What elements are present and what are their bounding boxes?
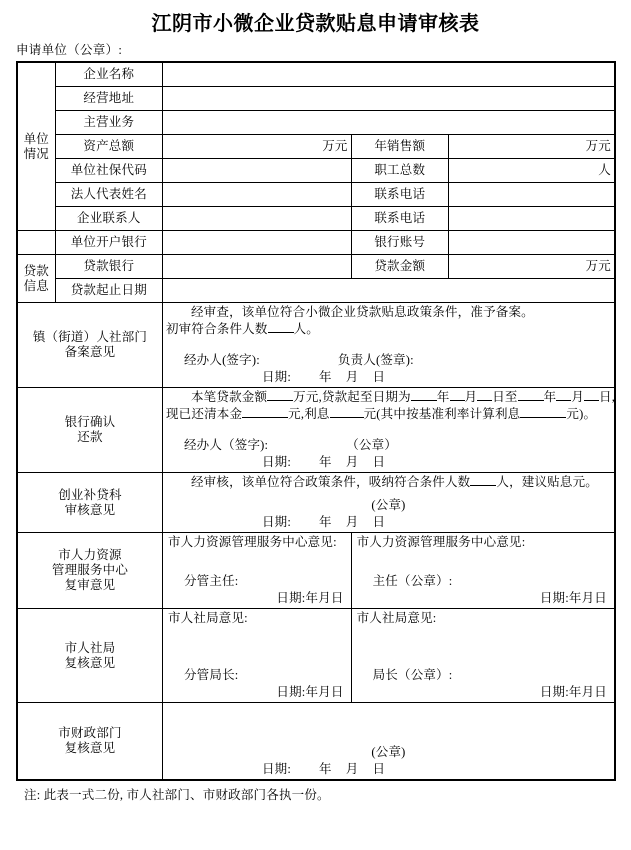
hr-center-left-day: 日 — [330, 591, 344, 605]
bank-confirm-l1-b: 万元,贷款起至日期为 — [293, 390, 411, 404]
field-input-loan-amount[interactable]: 万元 — [448, 255, 615, 279]
applicant-seal-line: 申请单位（公章）: — [16, 43, 123, 57]
bank-confirm-signature-row — [166, 437, 611, 454]
field-label-annual-sales: 年销售额 — [351, 135, 448, 159]
field-label-legal-rep-phone: 联系电话 — [351, 183, 448, 207]
section-label-finance-dept-line1: 市财政部门 — [58, 726, 122, 740]
side-label-unit-info: 单位情况 — [17, 62, 55, 231]
section-label-bank-confirm-line2: 还款 — [77, 430, 103, 444]
field-input-main-business[interactable] — [162, 111, 615, 135]
bank-confirm-handler-label: 经办人（签字): — [183, 438, 269, 452]
table-row — [17, 231, 615, 255]
hr-center-left-role: 分管主任: — [183, 574, 239, 588]
section-label-bank-confirm-line1: 银行确认 — [64, 415, 116, 429]
town-filing-date-label: 日期: — [261, 370, 292, 384]
hr-bureau-left-cell[interactable] — [162, 609, 351, 703]
bank-confirm-end-day-blank[interactable] — [584, 400, 599, 401]
finance-dept-date-line — [262, 762, 385, 776]
field-label-legal-rep-name: 法人代表姓名 — [55, 183, 162, 207]
table-row — [17, 62, 615, 87]
section-label-hr-center-line3: 复审意见 — [64, 578, 116, 592]
hr-bureau-left-heading: 市人社局意见: — [167, 611, 248, 625]
bank-confirm-base-interest-blank[interactable] — [520, 417, 566, 418]
town-filing-handler-label: 经办人(签字): — [183, 353, 260, 367]
bank-confirm-principal-blank[interactable] — [242, 417, 288, 418]
bank-confirm-l2-a: 现已还清本金 — [165, 407, 243, 421]
bank-confirm-l2-d: 元)。 — [566, 407, 597, 421]
subsidy-date-label: 日期: — [261, 515, 292, 529]
hr-center-right-day: 日 — [594, 591, 607, 605]
bank-confirm-end-year-blank[interactable] — [518, 400, 544, 401]
town-filing-year: 年 — [319, 370, 332, 384]
section-body-subsidy[interactable] — [162, 473, 615, 533]
field-input-enterprise-contact[interactable] — [162, 207, 351, 231]
subsidy-date-row — [262, 514, 611, 531]
hr-bureau-right-heading: 市人社局意见: — [356, 611, 437, 625]
hr-center-left-cell[interactable] — [162, 533, 351, 609]
field-label-loan-bank: 贷款银行 — [55, 255, 162, 279]
bank-confirm-start-month-blank[interactable] — [450, 400, 465, 401]
subsidy-seal-label: (公章) — [371, 498, 406, 512]
section-label-hr-bureau-line1: 市人社局 — [64, 640, 116, 655]
finance-dept-year: 年 — [319, 762, 332, 776]
field-label-total-assets: 资产总额 — [55, 135, 162, 159]
hr-bureau-right-date-label: 日期: — [539, 685, 569, 699]
field-input-enterprise-name[interactable] — [162, 62, 615, 87]
section-label-subsidy — [17, 473, 162, 533]
hr-bureau-right-cell[interactable] — [351, 609, 615, 703]
bank-confirm-l2-c: 元(其中按基准利率计算利息 — [363, 407, 521, 421]
hr-bureau-right-month: 月 — [581, 685, 595, 699]
bank-confirm-date-label: 日期: — [261, 455, 292, 469]
table-row — [17, 207, 615, 231]
page-title: 江阴市小微企业贷款贴息申请审核表 — [151, 13, 480, 35]
subsidy-para-a: 经审核，该单位符合政策条件，吸纳符合条件人数 — [190, 475, 471, 489]
field-label-enterprise-contact: 企业联系人 — [55, 207, 162, 231]
section-body-finance-dept[interactable] — [162, 703, 615, 781]
hr-bureau-right-year: 年 — [568, 685, 582, 699]
table-row-subsidy — [17, 473, 615, 533]
table-row-hr-bureau — [17, 609, 615, 703]
subsidy-year: 年 — [319, 515, 332, 529]
bank-confirm-amount-blank[interactable] — [267, 400, 293, 401]
subsidy-para-c: 元。 — [572, 475, 598, 489]
side-label-spacer — [17, 231, 55, 255]
hr-center-right-role: 主任（公章）: — [372, 574, 453, 588]
table-row-hr-center — [17, 533, 615, 609]
subsidy-para-b: 人，建议贴息 — [496, 475, 573, 489]
hr-center-left-date-label: 日期: — [276, 591, 306, 605]
bank-confirm-l1-d: 月 — [464, 390, 478, 404]
hr-bureau-left-month: 月 — [318, 685, 331, 699]
field-input-loan-period[interactable] — [162, 279, 615, 303]
finance-dept-month: 月 — [345, 762, 359, 776]
bank-confirm-l1-c: 年 — [436, 390, 450, 404]
hr-center-left-month: 月 — [318, 591, 331, 605]
town-filing-responsible-label: 负责人(签章): — [337, 353, 414, 367]
bank-confirm-start-day-blank[interactable] — [477, 400, 492, 401]
field-label-loan-amount: 贷款金额 — [351, 255, 448, 279]
section-label-town-filing-line1: 镇（街道）人社部门 — [32, 330, 148, 344]
field-input-total-assets[interactable]: 万元 — [162, 135, 351, 159]
section-label-finance-dept-line2: 复核意见 — [64, 741, 116, 755]
table-row — [17, 111, 615, 135]
bank-confirm-l1-h: 日, — [599, 390, 616, 404]
bank-confirm-date-row — [262, 454, 611, 471]
town-filing-day: 日 — [372, 370, 386, 384]
field-input-bank-account[interactable] — [448, 231, 615, 255]
hr-center-left-date — [166, 590, 348, 607]
section-label-hr-center — [17, 533, 162, 609]
bank-confirm-date-line — [262, 455, 385, 469]
hr-center-right-cell[interactable] — [351, 533, 615, 609]
bank-confirm-line2 — [166, 406, 611, 423]
section-label-subsidy-line1: 创业补贷科 — [58, 487, 122, 502]
field-label-loan-period: 贷款起止日期 — [55, 279, 162, 303]
table-row-town-filing — [17, 303, 615, 388]
hr-bureau-right-day: 日 — [594, 685, 607, 699]
table-row-bank-confirm — [17, 388, 615, 473]
bank-confirm-l1-e: 日至 — [492, 390, 518, 404]
table-row — [17, 135, 615, 159]
field-input-legal-rep-phone[interactable] — [448, 183, 615, 207]
finance-dept-date-row — [262, 761, 611, 778]
field-input-legal-rep-name[interactable] — [162, 183, 351, 207]
bank-confirm-day: 日 — [372, 455, 386, 469]
town-filing-count-post: 人。 — [293, 322, 319, 336]
finance-dept-date-label: 日期: — [261, 762, 292, 776]
section-label-finance-dept — [17, 703, 162, 781]
hr-bureau-left-date-label: 日期: — [276, 685, 306, 699]
section-label-town-filing — [17, 303, 162, 388]
field-label-bank-account: 银行账号 — [351, 231, 448, 255]
section-label-bank-confirm — [17, 388, 162, 473]
section-label-hr-center-line1: 市人力资源 — [58, 548, 122, 562]
field-input-annual-sales[interactable]: 万元 — [448, 135, 615, 159]
town-filing-date-row — [262, 369, 611, 386]
hr-bureau-left-day: 日 — [330, 685, 344, 699]
form-page — [0, 10, 631, 850]
town-filing-count-pre: 初审符合条件人数 — [165, 322, 268, 336]
hr-bureau-left-date — [166, 684, 348, 701]
field-input-contact-phone[interactable] — [448, 207, 615, 231]
field-label-employee-count: 职工总数 — [351, 159, 448, 183]
hr-center-left-heading: 市人力资源管理服务中心意见: — [167, 535, 337, 549]
bank-confirm-seal-label: （公章） — [346, 438, 398, 452]
subsidy-date-line — [262, 515, 385, 529]
subsidy-day: 日 — [372, 515, 386, 529]
hr-bureau-left-role: 分管局长: — [183, 668, 239, 682]
table-row — [17, 255, 615, 279]
bank-confirm-start-year-blank[interactable] — [411, 400, 437, 401]
bank-confirm-year: 年 — [319, 455, 332, 469]
section-label-hr-bureau — [17, 609, 162, 703]
section-body-bank-confirm[interactable] — [162, 388, 615, 473]
town-filing-count-line — [166, 321, 611, 338]
application-form-table — [16, 61, 616, 781]
bank-confirm-interest-blank[interactable] — [330, 417, 364, 418]
section-label-hr-center-line2: 管理服务中心 — [51, 563, 129, 577]
hr-center-left-year: 年 — [305, 591, 319, 605]
field-input-social-security-code[interactable] — [162, 159, 351, 183]
field-label-business-address: 经营地址 — [55, 87, 162, 111]
town-filing-date-line — [262, 370, 385, 384]
table-row — [17, 87, 615, 111]
bank-confirm-l1-a: 本笔贷款金额 — [190, 390, 268, 404]
bank-confirm-end-month-blank[interactable] — [556, 400, 571, 401]
table-row — [17, 279, 615, 303]
section-label-hr-bureau-line2: 复核意见 — [64, 655, 116, 670]
subsidy-month: 月 — [345, 515, 359, 529]
bank-confirm-l2-b: 元,利息 — [288, 407, 330, 421]
bank-confirm-line1 — [166, 389, 616, 406]
town-filing-month: 月 — [345, 370, 359, 384]
town-filing-signature-row — [166, 352, 611, 369]
hr-center-right-date — [355, 590, 611, 607]
table-row-finance-dept — [17, 703, 615, 781]
finance-dept-day: 日 — [372, 762, 386, 776]
hr-center-right-heading: 市人力资源管理服务中心意见: — [356, 535, 526, 549]
form-footnote: 注: 此表一式二份, 市人社部门、市财政部门各执一份。 — [24, 788, 330, 802]
bank-confirm-l1-f: 年 — [543, 390, 557, 404]
hr-center-right-year: 年 — [568, 591, 582, 605]
bank-confirm-l1-g: 月 — [571, 390, 585, 404]
hr-center-right-date-label: 日期: — [539, 591, 569, 605]
side-label-loan-info: 贷款信息 — [17, 255, 55, 303]
hr-center-right-month: 月 — [581, 591, 595, 605]
section-body-town-filing[interactable] — [162, 303, 615, 388]
field-label-enterprise-name: 企业名称 — [55, 62, 162, 87]
field-input-business-address[interactable] — [162, 87, 615, 111]
field-label-main-business: 主营业务 — [55, 111, 162, 135]
hr-bureau-right-date — [355, 684, 611, 701]
town-filing-paragraph: 经审查，该单位符合小微企业贷款贴息政策条件，准予备案。 — [190, 305, 534, 319]
hr-bureau-right-role: 局长（公章）: — [372, 668, 453, 682]
table-row — [17, 159, 615, 183]
field-input-employee-count[interactable]: 人 — [448, 159, 615, 183]
field-label-contact-phone: 联系电话 — [351, 207, 448, 231]
subsidy-paragraph — [166, 474, 611, 491]
finance-dept-seal-label: (公章) — [371, 745, 406, 759]
bank-confirm-month: 月 — [345, 455, 359, 469]
field-label-social-security-code: 单位社保代码 — [55, 159, 162, 183]
subsidy-count-blank[interactable] — [470, 485, 496, 486]
field-input-loan-bank[interactable] — [162, 255, 351, 279]
field-label-bank-of-deposit: 单位开户银行 — [55, 231, 162, 255]
field-input-bank-of-deposit[interactable] — [162, 231, 351, 255]
town-filing-count-blank[interactable] — [268, 332, 294, 333]
section-label-subsidy-line2: 审核意见 — [64, 502, 116, 517]
section-label-town-filing-line2: 备案意见 — [64, 345, 116, 359]
table-row — [17, 183, 615, 207]
hr-bureau-left-year: 年 — [305, 685, 319, 699]
